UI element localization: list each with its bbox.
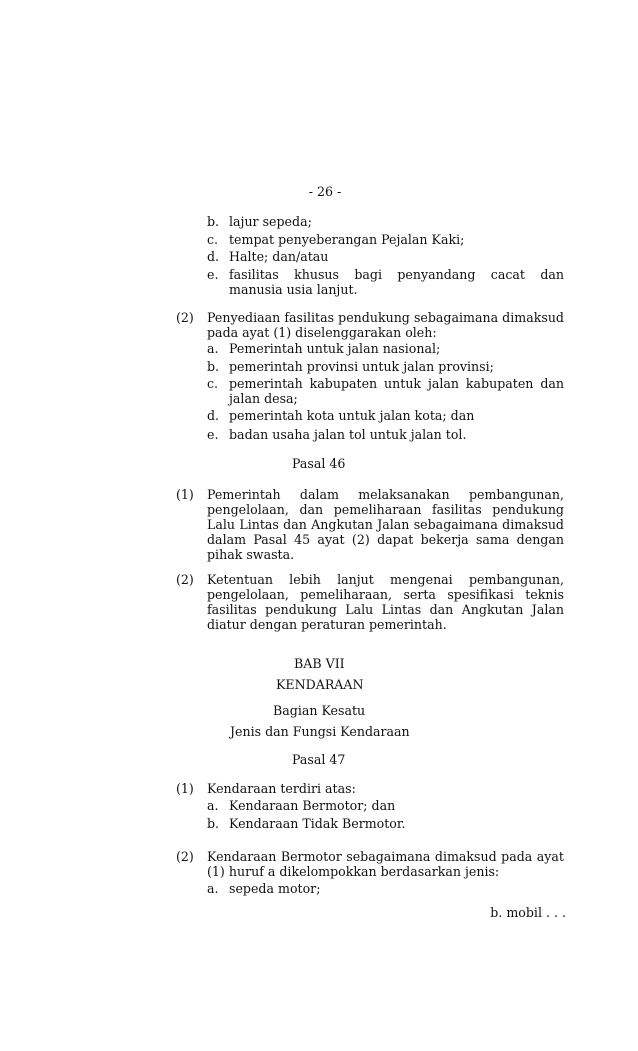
list-label: e. [207, 427, 219, 442]
list-label: d. [207, 408, 220, 423]
paragraph-text: Kendaraan terdiri atas: [207, 781, 356, 796]
list-label: c. [207, 232, 219, 247]
list-label: e. [207, 267, 219, 282]
list-text: Halte; dan/atau [229, 249, 329, 264]
list-text: pemerintah kabupaten untuk jalan kabupaten dan jalan desa; [229, 376, 564, 406]
paragraph-text: Ketentuan lebih lanjut mengenai pembangunan, pengelolaan, pemeliharaan, serta spesifikasi teknis fasilitas pendukung Lalu Lintas dan Angkutan Jalan diatur dengan peraturan pemerintah. [207, 572, 564, 632]
list-label: a. [207, 881, 219, 896]
list-text: Kendaraan Bermotor; dan [229, 798, 396, 813]
chapter-heading: BAB VII [294, 656, 345, 671]
section-heading: Bagian Kesatu [273, 703, 366, 718]
list-text: Kendaraan Tidak Bermotor. [229, 816, 406, 831]
list-text: Pemerintah untuk jalan nasional; [229, 341, 441, 356]
list-text: pemerintah provinsi untuk jalan provinsi; [229, 359, 494, 374]
list-label: a. [207, 341, 219, 356]
list-text: tempat penyeberangan Pejalan Kaki; [229, 232, 465, 247]
list-label: b. [207, 214, 220, 229]
list-text: lajur sepeda; [229, 214, 312, 229]
list-label: b. [207, 359, 220, 374]
chapter-title: KENDARAAN [276, 677, 364, 692]
page-continuation: b. mobil . . . [490, 905, 566, 920]
paragraph-number: (1) [176, 487, 194, 502]
page-number: - 26 - [308, 184, 342, 199]
paragraph-number: (1) [176, 781, 194, 796]
paragraph-text: Pemerintah dalam melaksanakan pembangunan, pengelolaan, dan pemeliharaan fasilitas pendukung Lalu Lintas dan Angkutan Jalan sebagaimana dimaksud dalam Pasal 45 ayat (2) dapat bekerja sama dengan pihak swasta. [207, 487, 564, 562]
list-text: fasilitas khusus bagi penyandang cacat dan manusia usia lanjut. [229, 267, 564, 297]
list-text: pemerintah kota untuk jalan kota; dan [229, 408, 475, 423]
list-label: b. [207, 816, 220, 831]
paragraph-text: Penyediaan fasilitas pendukung sebagaimana dimaksud pada ayat (1) diselenggarakan oleh: [207, 310, 564, 340]
list-text: badan usaha jalan tol untuk jalan tol. [229, 427, 467, 442]
paragraph-text: Kendaraan Bermotor sebagaimana dimaksud pada ayat (1) huruf a dikelompokkan berdasarkan jenis: [207, 849, 564, 879]
list-label: c. [207, 376, 219, 391]
list-label: a. [207, 798, 219, 813]
article-heading: Pasal 46 [292, 456, 346, 471]
list-label: d. [207, 249, 220, 264]
section-title: Jenis dan Fungsi Kendaraan [230, 724, 410, 739]
paragraph-number: (2) [176, 849, 194, 864]
list-text: sepeda motor; [229, 881, 321, 896]
article-heading: Pasal 47 [292, 752, 346, 767]
paragraph-number: (2) [176, 572, 194, 587]
paragraph-number: (2) [176, 310, 194, 325]
